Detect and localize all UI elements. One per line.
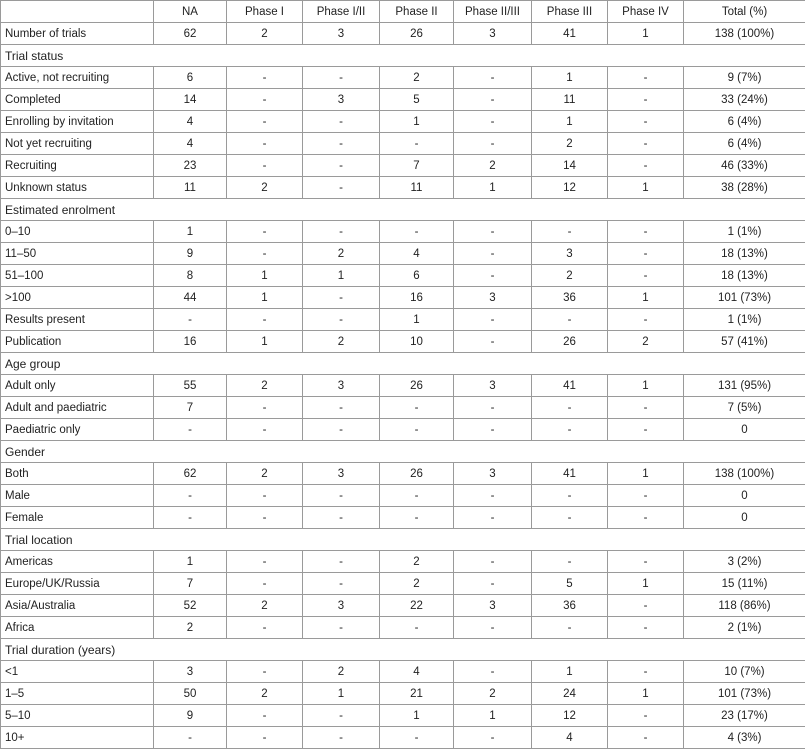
table-cell: - <box>303 419 380 441</box>
table-cell: - <box>454 133 532 155</box>
table-cell: - <box>608 705 684 727</box>
table-cell: 101 (73%) <box>684 683 805 705</box>
row-label: Adult and paediatric <box>1 397 154 419</box>
row-label: Europe/UK/Russia <box>1 573 154 595</box>
row-label: Adult only <box>1 375 154 397</box>
table-row <box>1 485 805 507</box>
table-cell: 1 <box>380 111 454 133</box>
table-cell: 2 <box>303 331 380 353</box>
table-cell: 26 <box>380 23 454 45</box>
table-cell: - <box>454 573 532 595</box>
table-cell: 3 <box>154 661 227 683</box>
table-cell: 11 <box>532 89 608 111</box>
table-cell: 1 <box>380 309 454 331</box>
table-cell: - <box>154 309 227 331</box>
row-label: Female <box>1 507 154 529</box>
table-cell: 118 (86%) <box>684 595 805 617</box>
table-cell: 6 (4%) <box>684 111 805 133</box>
table-cell: 2 <box>454 683 532 705</box>
table-cell: - <box>454 309 532 331</box>
table-cell: 9 <box>154 243 227 265</box>
table-cell: 2 <box>303 661 380 683</box>
table-cell: 8 <box>154 265 227 287</box>
table-cell: 138 (100%) <box>684 463 805 485</box>
table-cell: 26 <box>532 331 608 353</box>
table-cell: 2 <box>227 177 303 199</box>
table-cell: 3 <box>303 23 380 45</box>
table-cell: 1 <box>532 661 608 683</box>
section-row <box>1 199 805 221</box>
header-cell: Phase IV <box>608 1 684 23</box>
table-cell: 2 <box>532 265 608 287</box>
table-cell: 1 (1%) <box>684 221 805 243</box>
table-cell: - <box>303 221 380 243</box>
table-cell: 3 <box>454 23 532 45</box>
row-label: Africa <box>1 617 154 639</box>
table-cell: - <box>380 419 454 441</box>
row-label: Recruiting <box>1 155 154 177</box>
table-cell: 7 <box>154 397 227 419</box>
row-label: 1–5 <box>1 683 154 705</box>
table-cell: 10 (7%) <box>684 661 805 683</box>
table-cell: 38 (28%) <box>684 177 805 199</box>
table-row <box>1 89 805 111</box>
table-cell: 1 <box>303 265 380 287</box>
table-cell: - <box>303 507 380 529</box>
table-cell: 14 <box>154 89 227 111</box>
header-cell: Total (%) <box>684 1 805 23</box>
table-cell: - <box>303 397 380 419</box>
table-cell: 52 <box>154 595 227 617</box>
row-label: Not yet recruiting <box>1 133 154 155</box>
table-cell: - <box>608 727 684 749</box>
table-cell: 1 <box>454 705 532 727</box>
table-row <box>1 265 805 287</box>
table-cell: - <box>227 89 303 111</box>
table-row <box>1 287 805 309</box>
header-cell: Phase II <box>380 1 454 23</box>
row-label: Unknown status <box>1 177 154 199</box>
table-cell: - <box>454 67 532 89</box>
table-cell: - <box>303 155 380 177</box>
table-cell: 36 <box>532 595 608 617</box>
row-label: 51–100 <box>1 265 154 287</box>
table-cell: 3 <box>303 375 380 397</box>
table-cell: - <box>227 485 303 507</box>
table-cell: - <box>303 287 380 309</box>
table-cell: 10 <box>380 331 454 353</box>
table-cell: - <box>532 419 608 441</box>
table-cell: - <box>608 265 684 287</box>
header-row <box>1 1 805 23</box>
table-row <box>1 375 805 397</box>
table-cell: 36 <box>532 287 608 309</box>
section-row <box>1 639 805 661</box>
table-cell: - <box>227 243 303 265</box>
table-cell: - <box>154 419 227 441</box>
table-cell: 2 <box>532 133 608 155</box>
table-cell: 7 <box>154 573 227 595</box>
table-cell: - <box>454 661 532 683</box>
table-cell: 2 <box>227 375 303 397</box>
table-cell: - <box>608 485 684 507</box>
table-cell: - <box>227 727 303 749</box>
table-cell: 1 <box>608 177 684 199</box>
table-cell: - <box>532 397 608 419</box>
table-cell: 6 <box>154 67 227 89</box>
table-cell: - <box>608 551 684 573</box>
table-row <box>1 507 805 529</box>
table-cell: - <box>303 705 380 727</box>
section-row <box>1 441 805 463</box>
section-row <box>1 529 805 551</box>
header-cell: Phase I <box>227 1 303 23</box>
table-cell: 2 <box>227 23 303 45</box>
table-cell: 5 <box>532 573 608 595</box>
row-label: Enrolling by invitation <box>1 111 154 133</box>
section-row <box>1 45 805 67</box>
header-cell: Phase II/III <box>454 1 532 23</box>
table-cell: 6 <box>380 265 454 287</box>
table-cell: 9 <box>154 705 227 727</box>
header-cell: Phase III <box>532 1 608 23</box>
table-cell: 1 <box>608 573 684 595</box>
table-cell: 0 <box>684 485 805 507</box>
table-cell: - <box>608 595 684 617</box>
row-label: 5–10 <box>1 705 154 727</box>
table-cell: 5 <box>380 89 454 111</box>
table-row <box>1 397 805 419</box>
table-cell: - <box>608 419 684 441</box>
table-cell: 4 <box>154 133 227 155</box>
table-cell: 11 <box>154 177 227 199</box>
table-row <box>1 727 805 749</box>
table-cell: - <box>227 419 303 441</box>
table-cell: 21 <box>380 683 454 705</box>
table-cell: - <box>303 133 380 155</box>
table-cell: - <box>227 133 303 155</box>
table-cell: 1 <box>227 265 303 287</box>
table-cell: - <box>454 221 532 243</box>
table-cell: - <box>454 265 532 287</box>
row-label: Americas <box>1 551 154 573</box>
table-cell: 3 <box>454 287 532 309</box>
section-label: Trial status <box>1 45 805 67</box>
table-cell: - <box>380 485 454 507</box>
table-cell: 2 <box>380 551 454 573</box>
table-cell: 2 (1%) <box>684 617 805 639</box>
table-cell: 26 <box>380 463 454 485</box>
table-cell: - <box>227 507 303 529</box>
table-cell: - <box>454 617 532 639</box>
table-cell: 0 <box>684 507 805 529</box>
table-cell: 1 <box>608 23 684 45</box>
table-cell: 57 (41%) <box>684 331 805 353</box>
section-label: Age group <box>1 353 805 375</box>
table-cell: - <box>608 111 684 133</box>
table-cell: - <box>227 309 303 331</box>
table-cell: - <box>454 111 532 133</box>
table-cell: 16 <box>154 331 227 353</box>
table-cell: - <box>608 507 684 529</box>
table-cell: - <box>303 573 380 595</box>
table-cell: 2 <box>380 67 454 89</box>
table-row <box>1 573 805 595</box>
table-cell: - <box>154 507 227 529</box>
table-cell: 9 (7%) <box>684 67 805 89</box>
section-label: Trial duration (years) <box>1 639 805 661</box>
table-cell: - <box>303 177 380 199</box>
table-cell: - <box>454 419 532 441</box>
table-cell: - <box>454 89 532 111</box>
table-cell: 1 <box>532 111 608 133</box>
row-label: Results present <box>1 309 154 331</box>
table-cell: - <box>380 617 454 639</box>
table-cell: 3 <box>303 89 380 111</box>
table-cell: - <box>532 309 608 331</box>
table-cell: 50 <box>154 683 227 705</box>
table-cell: - <box>303 111 380 133</box>
table-cell: - <box>227 67 303 89</box>
table-cell: 1 <box>227 287 303 309</box>
table-cell: - <box>608 133 684 155</box>
table-cell: 1 <box>227 331 303 353</box>
table-cell: 2 <box>380 573 454 595</box>
table-cell: 7 (5%) <box>684 397 805 419</box>
row-label: Both <box>1 463 154 485</box>
table-cell: 14 <box>532 155 608 177</box>
table-cell: 1 <box>154 221 227 243</box>
table-cell: 1 <box>608 683 684 705</box>
section-label: Gender <box>1 441 805 463</box>
table-cell: - <box>380 727 454 749</box>
table-cell: 3 <box>454 595 532 617</box>
table-cell: 1 <box>154 551 227 573</box>
table-row <box>1 111 805 133</box>
table-row <box>1 23 805 45</box>
table-cell: - <box>227 551 303 573</box>
table-cell: - <box>303 485 380 507</box>
table-cell: - <box>380 133 454 155</box>
table-cell: - <box>303 727 380 749</box>
table-cell: 2 <box>303 243 380 265</box>
table-cell: 2 <box>227 683 303 705</box>
table-cell: 4 <box>380 243 454 265</box>
table-cell: - <box>608 661 684 683</box>
table-cell: 4 <box>532 727 608 749</box>
table-cell: - <box>532 221 608 243</box>
table-cell: 101 (73%) <box>684 287 805 309</box>
table-cell: - <box>454 727 532 749</box>
table-row <box>1 331 805 353</box>
table-cell: - <box>227 397 303 419</box>
table-row <box>1 309 805 331</box>
table-cell: 4 (3%) <box>684 727 805 749</box>
table-cell: 131 (95%) <box>684 375 805 397</box>
table-cell: 1 <box>608 463 684 485</box>
table-cell: 26 <box>380 375 454 397</box>
table-row <box>1 67 805 89</box>
table-cell: 2 <box>454 155 532 177</box>
header-cell: NA <box>154 1 227 23</box>
table-cell: 1 <box>380 705 454 727</box>
row-label: <1 <box>1 661 154 683</box>
table-cell: 16 <box>380 287 454 309</box>
table-cell: - <box>608 221 684 243</box>
table-row <box>1 133 805 155</box>
table-cell: 1 <box>303 683 380 705</box>
table-row <box>1 155 805 177</box>
header-cell <box>1 1 154 23</box>
table-cell: 23 (17%) <box>684 705 805 727</box>
table-cell: - <box>380 507 454 529</box>
table-cell: 3 <box>454 463 532 485</box>
table-body <box>1 23 805 749</box>
row-label: Asia/Australia <box>1 595 154 617</box>
row-label: Paediatric only <box>1 419 154 441</box>
table-row <box>1 419 805 441</box>
table-cell: - <box>532 485 608 507</box>
table-cell: - <box>227 705 303 727</box>
section-label: Trial location <box>1 529 805 551</box>
table-cell: - <box>454 485 532 507</box>
table-cell: 44 <box>154 287 227 309</box>
table-cell: 2 <box>227 595 303 617</box>
table-cell: 3 (2%) <box>684 551 805 573</box>
table-cell: - <box>154 727 227 749</box>
table-row <box>1 595 805 617</box>
row-label: 10+ <box>1 727 154 749</box>
table-cell: 46 (33%) <box>684 155 805 177</box>
row-label: 11–50 <box>1 243 154 265</box>
table-cell: - <box>227 111 303 133</box>
table-cell: - <box>303 309 380 331</box>
table-cell: 12 <box>532 705 608 727</box>
table-row <box>1 683 805 705</box>
table-cell: 24 <box>532 683 608 705</box>
table-cell: - <box>608 397 684 419</box>
table-cell: - <box>532 507 608 529</box>
table-cell: - <box>608 67 684 89</box>
table-row <box>1 243 805 265</box>
table-cell: 15 (11%) <box>684 573 805 595</box>
table-row <box>1 221 805 243</box>
table-cell: - <box>608 89 684 111</box>
row-label: 0–10 <box>1 221 154 243</box>
table-cell: 33 (24%) <box>684 89 805 111</box>
table-cell: - <box>380 397 454 419</box>
table-cell: 4 <box>380 661 454 683</box>
table-cell: - <box>454 507 532 529</box>
table-cell: 3 <box>303 463 380 485</box>
table-cell: 41 <box>532 23 608 45</box>
table-cell: - <box>227 617 303 639</box>
header-cell: Phase I/II <box>303 1 380 23</box>
section-row <box>1 353 805 375</box>
table-cell: 62 <box>154 463 227 485</box>
row-label: Male <box>1 485 154 507</box>
table-cell: - <box>454 331 532 353</box>
table-cell: - <box>227 155 303 177</box>
table-cell: 55 <box>154 375 227 397</box>
table-cell: 3 <box>303 595 380 617</box>
table-cell: 1 (1%) <box>684 309 805 331</box>
table-row <box>1 617 805 639</box>
row-label: Publication <box>1 331 154 353</box>
table-cell: 1 <box>454 177 532 199</box>
table-cell: 138 (100%) <box>684 23 805 45</box>
table-cell: 4 <box>154 111 227 133</box>
table-cell: - <box>227 573 303 595</box>
table-cell: - <box>227 661 303 683</box>
table-cell: - <box>380 221 454 243</box>
table-cell: - <box>227 221 303 243</box>
table-cell: - <box>532 551 608 573</box>
table-cell: 3 <box>532 243 608 265</box>
row-label: Completed <box>1 89 154 111</box>
table-cell: - <box>608 243 684 265</box>
table-cell: 7 <box>380 155 454 177</box>
table-cell: 2 <box>608 331 684 353</box>
table-cell: - <box>532 617 608 639</box>
table-cell: - <box>608 617 684 639</box>
table-cell: 3 <box>454 375 532 397</box>
table-cell: 11 <box>380 177 454 199</box>
table-cell: - <box>608 309 684 331</box>
table-row <box>1 661 805 683</box>
table-cell: - <box>454 551 532 573</box>
table-cell: 23 <box>154 155 227 177</box>
section-label: Estimated enrolment <box>1 199 805 221</box>
table-cell: 2 <box>227 463 303 485</box>
table-cell: - <box>303 617 380 639</box>
table-cell: 62 <box>154 23 227 45</box>
table-cell: 6 (4%) <box>684 133 805 155</box>
table-cell: - <box>454 397 532 419</box>
table-cell: - <box>154 485 227 507</box>
table-cell: 18 (13%) <box>684 265 805 287</box>
table-row <box>1 705 805 727</box>
row-label: >100 <box>1 287 154 309</box>
table-cell: 0 <box>684 419 805 441</box>
table-cell: 1 <box>608 287 684 309</box>
table-cell: 18 (13%) <box>684 243 805 265</box>
table-cell: - <box>608 155 684 177</box>
table-cell: 41 <box>532 463 608 485</box>
table-cell: - <box>303 67 380 89</box>
row-label: Active, not recruiting <box>1 67 154 89</box>
table-cell: 2 <box>154 617 227 639</box>
table-cell: 1 <box>608 375 684 397</box>
table-row <box>1 551 805 573</box>
table-cell: - <box>303 551 380 573</box>
table-cell: - <box>454 243 532 265</box>
row-label: Number of trials <box>1 23 154 45</box>
table-cell: 12 <box>532 177 608 199</box>
table-cell: 22 <box>380 595 454 617</box>
table-cell: 1 <box>532 67 608 89</box>
table-row <box>1 177 805 199</box>
table-cell: 41 <box>532 375 608 397</box>
table-row <box>1 463 805 485</box>
